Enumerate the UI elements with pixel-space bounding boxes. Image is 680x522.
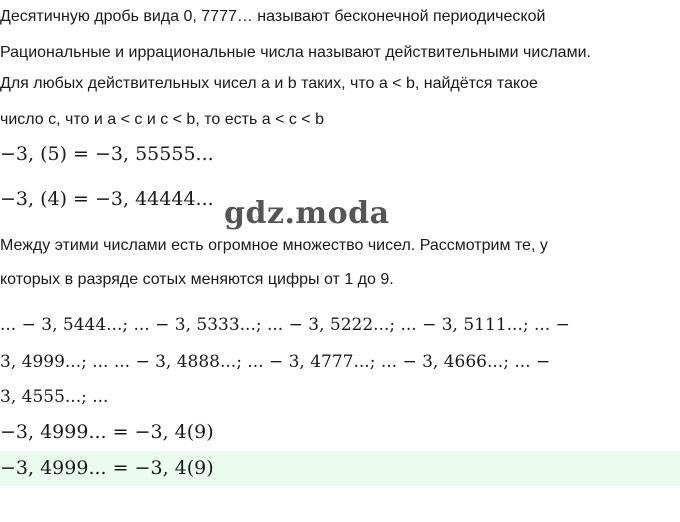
text-line-4: число c, что и a < c и c < b, то есть a < c < b <box>0 111 324 128</box>
text-line-7: Между этими числами есть огромное множество чисел. Рассмотрим те, у <box>0 237 548 254</box>
text-line-1: Десятичную дробь вида 0, 7777… называют бесконечной периодической <box>0 8 546 25</box>
sequence-line-3: 3, 4555...; ... <box>0 387 109 407</box>
sequence-line-2: 3, 4999...; ... ... − 3, 4888...; ... − 3, 4777...; ... − 3, 4666...; ... − <box>0 352 551 372</box>
equation-line-12: −3, 4999... = −3, 4(9) <box>0 421 214 443</box>
text-line-2: Рациональные и иррациональные числа называют действительными числами. <box>0 44 591 61</box>
text-line-3: Для любых действительных чисел a и b таких, что a < b, найдётся такое <box>0 75 538 92</box>
sequence-line-1: ... − 3, 5444...; ... − 3, 5333...; ... − 3, 5222...; ... − 3, 5111...; ... − <box>0 315 570 335</box>
equation-line-5: −3, (5) = −3, 55555... <box>0 143 214 165</box>
text-line-8: которых в разряде сотых меняются цифры от 1 до 9. <box>0 271 394 288</box>
watermark-logo: gdz.moda <box>224 196 390 231</box>
equation-line-6: −3, (4) = −3, 44444... <box>0 188 214 210</box>
answer-equation: −3, 4999... = −3, 4(9) <box>0 457 214 479</box>
